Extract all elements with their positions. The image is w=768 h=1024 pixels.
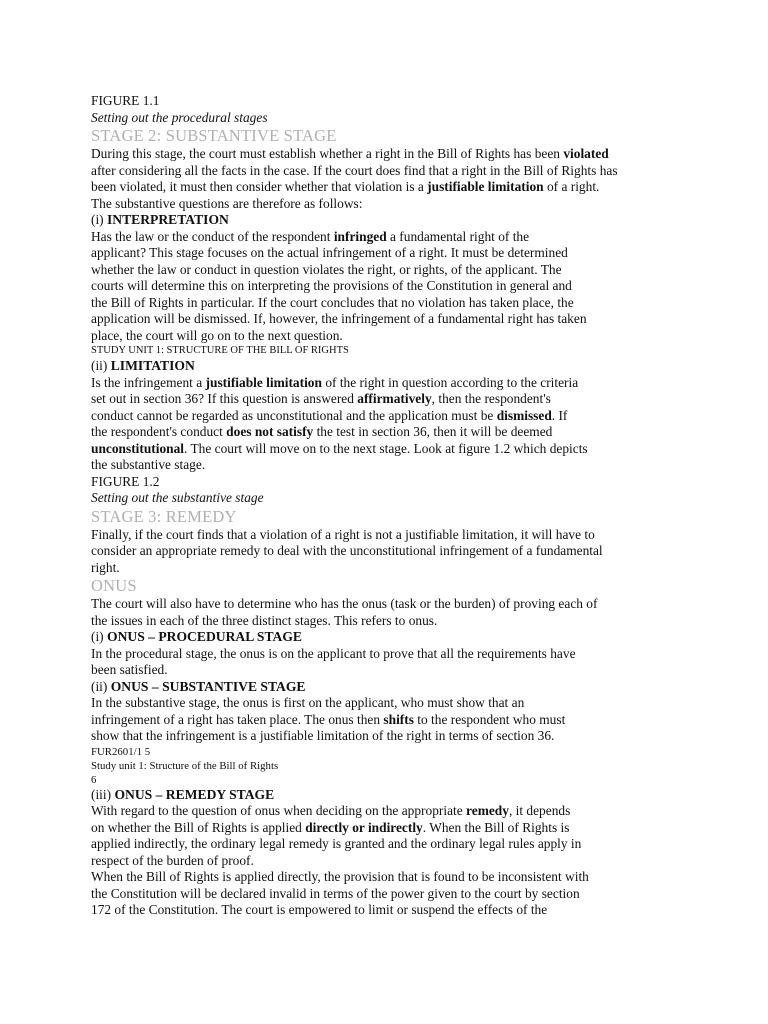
section-heading-onus: ONUS [91, 576, 137, 595]
text-line [91, 662, 751, 679]
text-line [91, 646, 751, 663]
text-run: During this stage, the court must establish whether a right in the Bill of Rights has been [91, 146, 564, 161]
text-line [91, 163, 751, 180]
text-run: place, the court will go on to the next question. [91, 327, 343, 343]
text-run: , then the respondent's [431, 391, 551, 406]
text-run: set out in section 36? If this question is answered [91, 391, 358, 406]
subheading-text: LIMITATION [110, 358, 195, 373]
text-run: consider an appropriate remedy to deal with the unconstitutional infringement of a fundamental [91, 543, 603, 558]
bold-text-run: justifiable limitation [205, 374, 322, 390]
text-line [91, 853, 751, 870]
text-run: show that the infringement is a justifiable limitation of the right in terms of section 36. [91, 728, 555, 743]
figure-label: FIGURE 1.1 [91, 93, 160, 108]
text-run: , it depends [508, 803, 571, 818]
text-run: right. [91, 559, 120, 575]
subheading-onus-substantive [91, 679, 751, 696]
text-run: courts will determine this on interpreting the provisions of the Constitution in general and [91, 278, 572, 293]
remedy-paragraph [91, 527, 751, 577]
text-line [91, 408, 751, 425]
limitation-paragraph [91, 375, 751, 474]
onus-intro-paragraph [91, 596, 751, 629]
text-run: conduct cannot be regarded as unconstitutional and the application must be [91, 407, 497, 423]
text-line [91, 543, 751, 560]
subheading-text: ONUS – PROCEDURAL STAGE [107, 629, 302, 644]
bold-text-run: remedy [466, 803, 509, 818]
document-page [91, 93, 751, 919]
bold-text-run: does not satisfy [226, 424, 314, 439]
onus-procedural-paragraph [91, 646, 751, 679]
text-line [91, 560, 751, 577]
subheading-limitation [91, 358, 751, 375]
text-line [91, 527, 751, 544]
text-run: In the procedural stage, the onus is on the applicant to prove that all the requirements have [91, 645, 576, 661]
subheading-prefix: (iii) [91, 786, 115, 802]
figure-caption: Setting out the procedural stages [91, 109, 268, 125]
text-line [91, 869, 751, 886]
subheading-text: ONUS – SUBSTANTIVE STAGE [110, 678, 306, 694]
stage-2-intro [91, 146, 751, 212]
figure-caption: Setting out the substantive stage [91, 490, 264, 505]
text-line [91, 803, 751, 820]
text-run: of the right in question according to the criteria [321, 374, 579, 390]
onus-substantive-paragraph [91, 695, 751, 745]
text-run: applied indirectly, the ordinary legal remedy is granted and the ordinary legal rules apply in [91, 836, 582, 851]
text-line [91, 613, 751, 630]
bold-text-run: shifts [383, 711, 414, 727]
footer-study-unit: Study unit 1: Structure of the Bill of Rights [91, 759, 279, 772]
footer-page-number: 6 [91, 773, 97, 786]
text-run: a fundamental right of the [386, 228, 530, 244]
text-line [91, 229, 751, 246]
text-line [91, 820, 751, 837]
section-heading-stage-3: STAGE 3: REMEDY [91, 506, 237, 526]
text-run: . If [551, 407, 568, 423]
figure-label: FIGURE 1.2 [91, 473, 160, 489]
text-run: whether the law or conduct in question violates the right, or rights, of the applicant. The [91, 261, 562, 277]
text-line [91, 146, 751, 163]
interpretation-paragraph [91, 229, 751, 345]
text-run: . When the Bill of Rights is [422, 819, 570, 835]
text-run: applicant? This stage focuses on the actual infringement of a right. It must be determined [91, 245, 568, 260]
text-run: 172 of the Constitution. The court is empowered to limit or suspend the effects of the [91, 902, 548, 917]
subheading-onus-procedural [91, 629, 751, 646]
text-run: Is the infringement a [91, 374, 206, 390]
text-run: infringement of a right has taken place. The onus then [91, 711, 384, 727]
text-run: the respondent's conduct [91, 424, 227, 439]
text-line [91, 441, 751, 458]
text-run: the Bill of Rights in particular. If the court concludes that no violation has taken place, the [91, 294, 574, 310]
subheading-text: INTERPRETATION [107, 212, 229, 227]
subheading-text: ONUS – REMEDY STAGE [114, 786, 275, 802]
text-line [91, 695, 751, 712]
text-line [91, 262, 751, 279]
bold-text-run: directly or indirectly [305, 819, 423, 835]
running-header: STUDY UNIT 1: STRUCTURE OF THE BILL OF RIGHTS [91, 345, 349, 356]
text-run: Has the law or the conduct of the respondent [91, 228, 334, 244]
text-line [91, 712, 751, 729]
bold-text-run: dismissed [496, 407, 552, 423]
text-run: of a right. [543, 179, 600, 194]
text-line [91, 295, 751, 312]
bold-text-run: affirmatively [357, 391, 432, 406]
text-run: application will be dismissed. If, however, the infringement of a fundamental right has taken [91, 311, 587, 326]
subheading-interpretation [91, 212, 751, 229]
text-run: . The court will move on to the next stage. Look at figure 1.2 which depicts [184, 440, 588, 456]
text-line [91, 424, 751, 441]
text-line [91, 311, 751, 328]
text-line [91, 375, 751, 392]
text-line [91, 245, 751, 262]
text-line [91, 328, 751, 345]
bold-text-run: violated [563, 146, 609, 161]
text-line [91, 179, 751, 196]
text-line [91, 596, 751, 613]
subheading-prefix: (ii) [91, 358, 111, 373]
text-run: respect of the burden of proof. [91, 852, 254, 868]
text-run: When the Bill of Rights is applied directly, the provision that is found to be inconsistent with [91, 869, 589, 884]
onus-remedy-paragraph [91, 803, 751, 919]
text-line [91, 278, 751, 295]
text-run: the substantive stage. [91, 457, 206, 472]
subheading-prefix: (i) [91, 212, 107, 227]
text-line [91, 886, 751, 903]
text-run: on whether the Bill of Rights is applied [91, 819, 306, 835]
bold-text-run: infringed [333, 228, 387, 244]
text-run: With regard to the question of onus when deciding on the appropriate [91, 803, 467, 818]
text-line [91, 902, 751, 919]
text-run: The substantive questions are therefore as follows: [91, 195, 363, 211]
bold-text-run: unconstitutional [91, 440, 185, 456]
text-line [91, 196, 751, 213]
text-run: after considering all the facts in the case. If the court does find that a right in the Bill of Rights has [91, 162, 618, 178]
text-run: The court will also have to determine who has the onus (task or the burden) of proving each of [91, 596, 598, 611]
text-line [91, 391, 751, 408]
text-run: been satisfied. [91, 662, 168, 677]
text-run: Finally, if the court finds that a violation of a right is not a justifiable limitation, it will have to [91, 526, 595, 542]
section-heading-stage-2: STAGE 2: SUBSTANTIVE STAGE [91, 126, 337, 145]
bold-text-run: justifiable limitation [427, 179, 544, 194]
subheading-prefix: (i) [91, 629, 107, 644]
text-run: to the respondent who must [413, 711, 566, 727]
text-line [91, 836, 751, 853]
text-line [91, 728, 751, 745]
text-run: been violated, it must then consider whether that violation is a [91, 179, 428, 194]
subheading-prefix: (ii) [91, 678, 111, 694]
footer-course-code: FUR2601/1 5 [91, 745, 151, 758]
text-run: In the substantive stage, the onus is first on the applicant, who must show that an [91, 695, 525, 710]
subheading-onus-remedy [91, 787, 751, 804]
text-run: the issues in each of the three distinct stages. This refers to onus. [91, 612, 438, 628]
text-line [91, 457, 751, 474]
text-run: the Constitution will be declared invalid in terms of the power given to the court by section [91, 885, 580, 901]
text-run: the test in section 36, then it will be deemed [313, 424, 553, 439]
